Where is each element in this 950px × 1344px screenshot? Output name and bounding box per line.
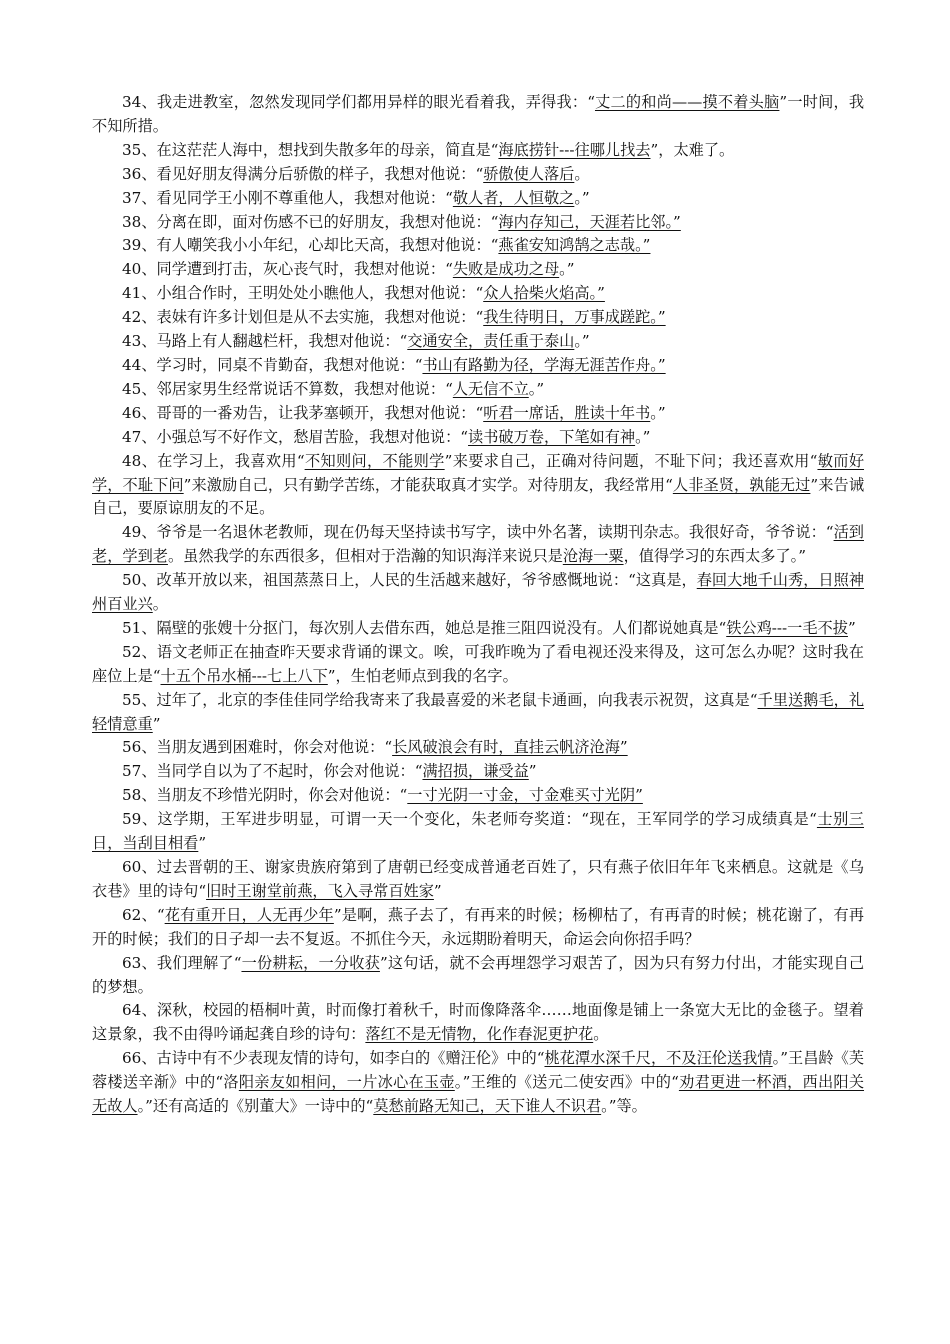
entry-paragraph (92, 139, 864, 163)
answer-underlined-text: 劝君更进一杯酒，西出阳关无故人 (92, 1073, 865, 1116)
entry-paragraph (92, 689, 864, 737)
entry-text: 49、爷爷是一名退休老教师，现在仍每天坚持读书写字，读中外名著，读期刊杂志。我很好奇，爷爷说：“ (122, 523, 834, 542)
entry-text: ”，生怕老师点到我的名字。 (327, 666, 518, 685)
entry-text: ”来告诫自己，要原谅朋友的不足。 (92, 475, 865, 518)
entry-text: 62、“ (122, 905, 165, 924)
entry-text: ”来要求自己，正确对待问题，不耻下问；我还喜欢用“ (444, 451, 818, 470)
entry-text: 35、在这茫茫人海中，想找到失散多年的母亲，简直是“ (122, 140, 499, 159)
entry-paragraph (92, 91, 864, 139)
entry-text: ”来激励自己，只有勤学苦练，才能获取真才实学。对待朋友，我经常用“ (183, 475, 673, 494)
entry-text: 39、有人嘲笑我小小年纪，心却比天高，我想对他说：“ (122, 236, 499, 255)
entry-text: 。” (559, 260, 575, 279)
entry-text: ” (847, 618, 856, 637)
answer-underlined-text: 长风破浪会有时，直挂云帆济沧海” (392, 738, 628, 757)
entry-text: ”是啊，燕子去了，有再来的时候；杨柳枯了，有再青的时候；桃花谢了，有再开的时候；我们的日子却一去不复返。不抓住今天，永远期盼着明天，命运会向你招手吗？ (92, 905, 865, 948)
entry-paragraph (92, 330, 864, 354)
entry-paragraph (92, 617, 864, 641)
entry-text: ” (433, 881, 442, 900)
entry-text: 34、我走进教室，忽然发现同学们都用异样的眼光看着我，弄得我：“ (122, 93, 595, 111)
entry-paragraph (92, 378, 864, 402)
entry-text: 。” (574, 188, 590, 207)
entry-paragraph (92, 856, 864, 904)
entry-paragraph (92, 904, 864, 952)
entry-text: 46、哥哥的一番劝告，让我茅塞顿开，我想对他说：“ (122, 403, 484, 422)
answer-underlined-text: 一寸光阴一寸金，寸金难买寸光阴” (407, 786, 643, 805)
entry-text: 。 (152, 595, 168, 614)
answer-underlined-text: 沧海一粟 (562, 547, 624, 566)
entry-text: ” (198, 834, 207, 853)
entry-paragraph (92, 1047, 864, 1119)
entry-paragraph (92, 641, 864, 689)
entry-text: 56、当朋友遇到困难时，你会对他说：“ (122, 738, 393, 757)
answer-underlined-text: 一份耕耘，一分收获 (241, 953, 380, 972)
entry-paragraph (92, 402, 864, 426)
entry-text: 63、我们理解了“ (122, 953, 242, 972)
entry-text: 55、过年了，北京的李佳佳同学给我寄来了我最喜爱的米老鼠卡通画，向我表示祝贺，这真是“ (122, 690, 758, 709)
entry-text: 。”等。 (601, 1097, 647, 1116)
entry-paragraph (92, 234, 864, 258)
entry-text: 45、邻居家男生经常说话不算数，我想对他说：“ (122, 379, 453, 398)
entry-text: 。”王昌龄《芙蓉楼送辛渐》中的“洛 (92, 1049, 865, 1092)
entry-text: 。” (528, 379, 545, 398)
entry-text: 50、改革开放以来，祖国蒸蒸日上，人民的生活越来越好，爷爷感慨地说：“这真是， (122, 571, 697, 590)
entry-list (92, 91, 864, 1119)
entry-text: 51、隔壁的张嫂十分抠门，每次别人去借东西，她总是推三阻四说没有。人们都说她真是“ (122, 618, 727, 637)
answer-underlined-text: 春回大地千山秀，日照神州百业兴 (92, 571, 865, 614)
answer-underlined-text: 落红不是无情物，化作春泥更护花 (365, 1025, 594, 1044)
entry-text: 66、古诗中有不少表现友情的诗句，如李白的《赠汪伦》中的“ (122, 1049, 545, 1068)
entry-text: 37、看见同学王小刚不尊重他人，我想对他说：“ (122, 188, 453, 207)
answer-underlined-text: 我生待明日，万事成蹉跎。” (483, 308, 666, 327)
entry-text: ” (528, 762, 537, 781)
entry-paragraph (92, 211, 864, 235)
entry-text: 47、小强总写不好作文，愁眉苦脸，我想对他说：“ (122, 427, 469, 446)
answer-underlined-text: 交通安全，责任重于泰山 (407, 332, 575, 351)
entry-text: 。虽然我学的东西很多，但相对于浩瀚的知识海洋来说只是 (167, 547, 563, 566)
answer-underlined-text: 书山有路勤为径，学海无涯苦作舟。” (422, 355, 666, 374)
answer-underlined-text: 燕雀安知鸿鹄之志哉。” (498, 236, 651, 255)
entry-text: 60、过去晋朝的王、谢家贵族府第到了唐朝已经变成普通老百姓了，只有燕子依旧年年飞来栖息。这就是《乌衣巷》里的诗句“ (92, 858, 864, 900)
entry-paragraph (92, 426, 864, 450)
answer-underlined-text: 不知则问，不能则学 (304, 451, 445, 470)
answer-underlined-text: 丈二的和尚——摸不着头脑 (594, 93, 780, 111)
entry-text: 58、当朋友不珍惜光阴时，你会对他说：“ (122, 786, 408, 805)
answer-underlined-text: 敏而好学，不耻下问 (92, 451, 865, 494)
entry-text: 64、深秋，校园的梧桐叶黄，时而像打着秋千，时而像降落伞……地面像是铺上一条宽大无比的金毯子。望着这景象，我不由得吟诵起龚自珍的诗句： (92, 1001, 864, 1044)
entry-text: 44、学习时，同桌不肯勤奋，我想对他说：“ (122, 355, 423, 374)
answer-underlined-text: 莫愁前路无知己，天下谁人不识君 (373, 1097, 602, 1116)
entry-paragraph (92, 999, 864, 1047)
answer-underlined-text: 桃花潭水深千尺，不及汪伦送我情 (544, 1049, 773, 1068)
answer-underlined-text: 失败是成功之母 (452, 260, 560, 279)
answer-underlined-text: 铁公鸡---一毛不拔 (726, 618, 848, 637)
entry-text: ”一时间，我不知所措。 (92, 93, 865, 135)
entry-text: 41、小组合作时，王明处处小瞧他人，我想对他说：“ (122, 284, 484, 303)
entry-text: 42、表妹有许多计划但是从不去实施，我想对他说：“ (122, 308, 484, 327)
entry-text: 48、在学习上，我喜欢用“ (122, 451, 305, 470)
entry-text: 。” (650, 403, 666, 422)
entry-paragraph (92, 258, 864, 282)
entry-paragraph (92, 808, 864, 856)
answer-underlined-text: 满招损，谦受益 (422, 762, 529, 781)
answer-underlined-text: 士别三日，当刮目相看 (92, 810, 864, 853)
answer-underlined-text: 十五个吊水桶---七上八下 (160, 666, 328, 685)
entry-text: 59、这学期，王军进步明显，可谓一天一个变化，朱老师夸奖道：“现在，王军同学的学习成绩真是“ (122, 810, 817, 829)
entry-text: 38、分离在即，面对伤感不已的好朋友，我想对他说：“ (122, 212, 499, 231)
answer-underlined-text: 旧时王谢堂前燕，飞入寻常百姓家 (206, 881, 434, 900)
entry-paragraph (92, 354, 864, 378)
answer-underlined-text: 活到老，学到老 (92, 523, 864, 566)
entry-paragraph (92, 569, 864, 617)
entry-text: 。 (574, 164, 590, 183)
entry-paragraph (92, 282, 864, 306)
entry-paragraph (92, 163, 864, 187)
answer-underlined-text: 海底捞针---往哪儿找去 (498, 140, 651, 159)
entry-paragraph (92, 760, 864, 784)
entry-text: 。” (635, 427, 651, 446)
entry-text: ” (152, 714, 161, 733)
entry-paragraph (92, 521, 864, 569)
entry-text: 。 (593, 1025, 609, 1044)
entry-text: 57、当同学自以为了不起时，你会对他说：“ (122, 762, 423, 781)
entry-paragraph (92, 450, 864, 522)
entry-text: ”这句话，就不会再埋怨学习艰苦了，因为只有努力付出，才能实现自己的梦想。 (92, 953, 865, 996)
entry-text: 43、马路上有人翻越栏杆，我想对他说：“ (122, 332, 408, 351)
entry-text: ，值得学习的东西太多了。” (623, 547, 806, 566)
answer-underlined-text: 众人拾柴火焰高。” (483, 284, 605, 303)
entry-paragraph (92, 306, 864, 330)
answer-underlined-text: 读书破万卷，下笔如有神 (468, 427, 636, 446)
entry-text: 。”王维的《送元二使安西》中的“ (454, 1073, 679, 1092)
entry-text: 40、同学遭到打击，灰心丧气时，我想对他说：“ (122, 260, 453, 279)
entry-text: 。” (574, 332, 590, 351)
entry-paragraph (92, 784, 864, 808)
answer-underlined-text: 千里送鹅毛，礼轻情意重 (92, 690, 865, 733)
answer-underlined-text: 听君一席话，胜读十年书 (483, 403, 651, 422)
entry-paragraph (92, 736, 864, 760)
answer-underlined-text: 敬人者，人恒敬之 (452, 188, 575, 207)
entry-text: 。”还有高适的《别董大》一诗中的“ (137, 1097, 374, 1116)
answer-underlined-text: 人非圣贤，孰能无过 (672, 475, 811, 494)
entry-text: 36、看见好朋友得满分后骄傲的样子，我想对他说：“ (122, 164, 484, 183)
answer-underlined-text: 花有重开日，人无再少年 (164, 905, 334, 924)
answer-underlined-text: 海内存知己，天涯若比邻。” (498, 212, 681, 231)
entry-text: ”，太难了。 (650, 140, 735, 159)
entry-paragraph (92, 187, 864, 211)
answer-underlined-text: 人无信不立 (452, 379, 529, 398)
answer-underlined-text: 骄傲使人落后 (483, 164, 575, 183)
entry-paragraph (92, 952, 864, 1000)
entry-text: 52、语文老师正在抽查昨天要求背诵的课文。唉，可我昨晚为了看电视还没来得及，这可怎么办呢？这时我在座位上是“ (92, 642, 864, 685)
answer-underlined-text: 阳亲友如相问，一片冰心在玉壶 (238, 1073, 455, 1092)
